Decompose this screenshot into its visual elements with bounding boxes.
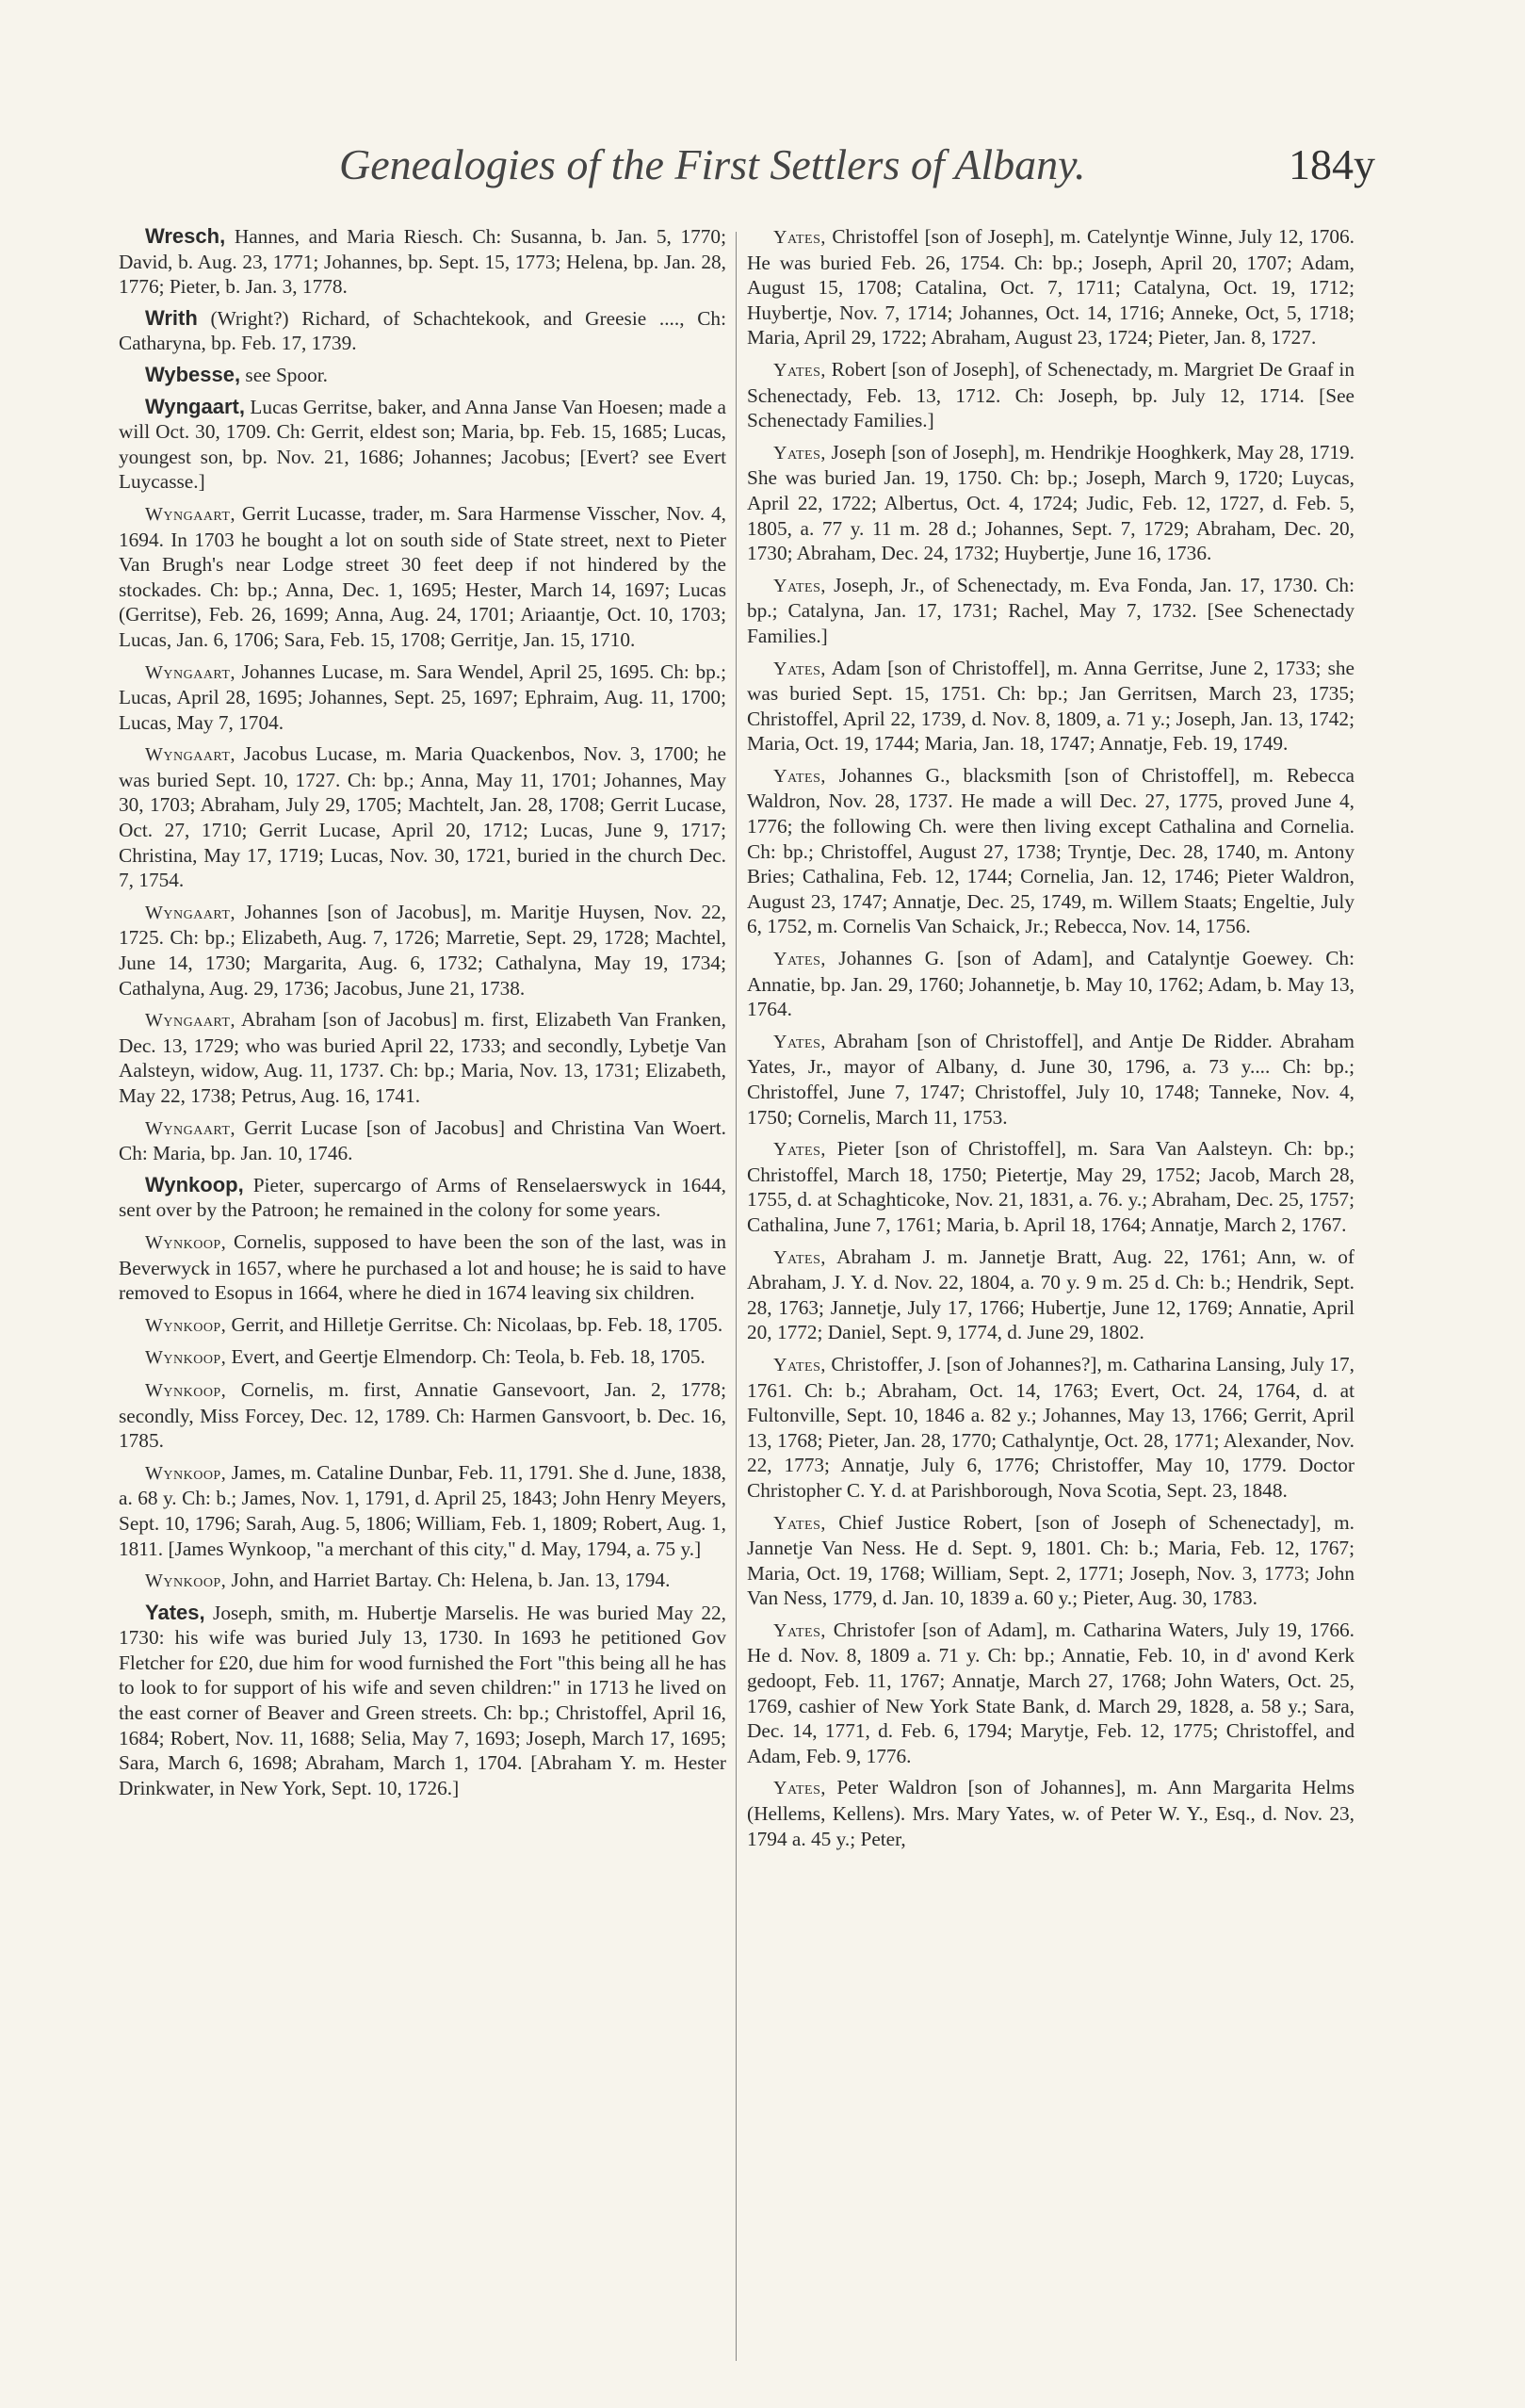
entry-text: Cornelis, supposed to have been the son of the last, was in Beverwyck in 1657, where he purchased a lot and house; he is said to have removed to Esopus in 1664, where he died in 1674 leaving six children.	[119, 1229, 726, 1305]
entry-surname: Yates,	[773, 765, 826, 787]
page-header	[339, 139, 1375, 189]
entry-surname: Wyngaart,	[145, 1117, 235, 1139]
entry-surname: Yates,	[773, 1031, 826, 1052]
genealogy-entry	[747, 1352, 1355, 1504]
genealogy-entry	[747, 1245, 1355, 1345]
entry-surname: Wynkoop,	[145, 1570, 227, 1592]
entry-text: Peter Waldron [son of Johannes], m. Ann Margarita Helms (Hellems, Kellens). Mrs. Mary Yates, w. of Peter W. Y., Esq., d. Nov. 23, 1794 a. 45 y.; Peter,	[747, 1776, 1355, 1850]
genealogy-entry	[119, 741, 726, 893]
entry-surname: Yates,	[773, 575, 826, 596]
entry-text: Hannes, and Maria Riesch. Ch: Susanna, b. Jan. 5, 1770; David, b. Aug. 23, 1771; Johannes, bp. Sept. 15, 1773; Helena, bp. Jan. 28, 1776; Pieter, b. Jan. 3, 1778.	[119, 225, 726, 299]
genealogy-entry	[119, 900, 726, 1001]
column-divider	[736, 232, 737, 2361]
entry-surname: Wyngaart,	[145, 902, 235, 923]
entry-surname: Wynkoop,	[145, 1172, 244, 1196]
running-title: Genealogies of the First Settlers of Albany.	[339, 140, 1086, 188]
genealogy-entry	[119, 1377, 726, 1454]
entry-surname: Wyngaart,	[145, 394, 245, 418]
genealogy-entry	[119, 224, 726, 300]
entry-surname: Yates,	[773, 658, 826, 679]
entry-surname: Wynkoop,	[145, 1314, 227, 1336]
genealogy-entry	[119, 1344, 726, 1371]
entry-surname: Wyngaart,	[145, 744, 235, 766]
entry-text: Johannes G. [son of Adam], and Catalyntje Goewey. Ch: Annatie, bp. Jan. 29, 1760; Johannetje, b. May 10, 1762; Adam, b. May 13, 1764.	[747, 947, 1355, 1021]
genealogy-entry	[747, 1510, 1355, 1611]
right-column	[747, 224, 1355, 1858]
genealogy-entry	[119, 1601, 726, 1801]
entry-surname: Yates,	[773, 1512, 826, 1534]
genealogy-entry	[119, 1568, 726, 1594]
entry-surname: Wynkoop,	[145, 1379, 227, 1401]
entry-text: Johannes [son of Jacobus], m. Maritje Huysen, Nov. 22, 1725. Ch: bp.; Elizabeth, Aug. 7, 1726; Marretie, Sept. 29, 1728; Machtel, June 14, 1730; Margarita, Aug. 6, 1732; Cathalyna, May 19, 1734; Cathalyna, Aug. 29, 1736; Jacobus, June 21, 1738.	[119, 900, 726, 1000]
genealogy-entry	[747, 1029, 1355, 1130]
genealogy-entry	[119, 1115, 726, 1166]
entry-text: Joseph, smith, m. Hubertje Marselis. He was buried May 22, 1730: his wife was buried July 13, 1730. In 1693 he petitioned Gov Fletcher for £20, due him for wood furnished the Fort "this being all he has to look to for support of his wife and seven children:" in 1713 he lived on the east corner of Beaver and Green streets. Ch: bp.; Christoffel, April 16, 1684; Robert, Nov. 11, 1688; Selia, May 7, 1693; Joseph, March 17, 1695; Sara, March 6, 1698; Abraham, March 1, 1704. [Abraham Y. m. Hester Drinkwater, in New York, Sept. 10, 1726.]	[119, 1601, 726, 1799]
entry-surname: Wresch,	[145, 224, 226, 248]
entry-text: Evert, and Geertje Elmendorp. Ch: Teola, b. Feb. 18, 1705.	[226, 1345, 706, 1369]
entry-surname: Yates,	[773, 1619, 826, 1641]
entry-text: John, and Harriet Bartay. Ch: Helena, b. Jan. 13, 1794.	[226, 1569, 671, 1592]
genealogy-entry	[119, 1312, 726, 1339]
entry-text: Gerrit, and Hilletje Gerritse. Ch: Nicolaas, bp. Feb. 18, 1705.	[226, 1312, 723, 1336]
entry-surname: Wyngaart,	[145, 1010, 235, 1032]
entry-text: Gerrit Lucase [son of Jacobus] and Christina Van Woert. Ch: Maria, bp. Jan. 10, 1746.	[119, 1115, 726, 1165]
genealogy-entry	[747, 656, 1355, 757]
entry-surname: Yates,	[773, 1139, 826, 1161]
genealogy-entry	[747, 357, 1355, 433]
entry-surname: Yates,	[773, 1246, 826, 1268]
entry-text: Cornelis, m. first, Annatie Gansevoort, Jan. 2, 1778; secondly, Miss Forcey, Dec. 12, 1789. Ch: Harmen Gansvoort, b. Dec. 16, 1785.	[119, 1377, 726, 1453]
entry-surname: Yates,	[145, 1600, 205, 1624]
entry-text: Christoffel [son of Joseph], m. Catelyntje Winne, July 12, 1706. He was buried Feb. 26, 1754. Ch: bp.; Joseph, April 20, 1707; Adam, August 15, 1708; Catalina, Oct. 7, 1711; Catalyna, Oct. 19, 1712; Huybertje, Nov. 7, 1714; Johannes, Oct. 14, 1716; Anneke, Oct, 5, 1718; Maria, April 29, 1722; Abraham, August 23, 1724; Pieter, Jan. 8, 1727.	[747, 225, 1355, 350]
entry-text: James, m. Cataline Dunbar, Feb. 11, 1791. She d. June, 1838, a. 68 y. Ch: b.; James, Nov. 1, 1791, d. April 25, 1843; John Henry Meyers, Sept. 10, 1796; Sarah, Aug. 5, 1806; William, Feb. 1, 1809; Robert, Aug. 1, 1811. [James Wynkoop, "a merchant of this city," d. May, 1794, a. 75 y.]	[119, 1460, 726, 1560]
genealogy-entry	[119, 1173, 726, 1223]
genealogy-entry	[119, 501, 726, 653]
entry-surname: Yates,	[773, 359, 826, 381]
entry-text: Christoffer, J. [son of Johannes?], m. Catharina Lansing, July 17, 1761. Ch: b.; Abraham, Oct. 14, 1763; Evert, Oct. 24, 1764, d. at Fultonville, Sept. 10, 1846 a. 82 y.; Johannes, May 13, 1766; Gerrit, April 13, 1768; Pieter, Jan. 28, 1770; Cathalyntje, Oct. 28, 1771; Alexander, Nov. 22, 1773; Annatje, July 6, 1776; Christoffer, May 10, 1779. Doctor Christopher C. Y. d. at Parishborough, Nova Scotia, Sept. 23, 1848.	[747, 1352, 1355, 1502]
entry-surname: Wynkoop,	[145, 1462, 227, 1484]
genealogy-entry	[119, 1007, 726, 1108]
entry-surname: Writh	[145, 305, 198, 330]
entry-surname: Yates,	[773, 442, 826, 464]
entry-surname: Wyngaart,	[145, 503, 235, 525]
genealogy-entry	[119, 306, 726, 356]
entry-text: Joseph, Jr., of Schenectady, m. Eva Fonda, Jan. 17, 1730. Ch: bp.; Catalyna, Jan. 17, 1731; Rachel, May 7, 1732. [See Schenectady Families.]	[747, 573, 1355, 647]
entry-text: Johannes G., blacksmith [son of Christoffel], m. Rebecca Waldron, Nov. 28, 1737. He made a will Dec. 27, 1775, proved June 4, 1776; the following Ch. were then living except Cathalina and Cornelia. Ch: bp.; Christoffel, August 27, 1738; Tryntje, Dec. 28, 1740, m. Antony Bries; Cathalina, Feb. 12, 1744; Cornelia, Jan. 12, 1746; Pieter Waldron, August 23, 1747; Annatje, Dec. 25, 1749, m. Willem Staats; Engeltie, July 6, 1752, m. Cornelis Van Schaick, Jr.; Rebecca, Nov. 14, 1756.	[747, 763, 1355, 938]
entry-text: Joseph [son of Joseph], m. Hendrikje Hooghkerk, May 28, 1719. She was buried Jan. 19, 1750. Ch: bp.; Joseph, March 9, 1720; Luycas, April 22, 1722; Albertus, Oct. 4, 1724; Judic, Feb. 12, 1727, d. Feb. 5, 1805, a. 77 y. 11 m. 28 d.; Johannes, Sept. 7, 1729; Abraham, Dec. 20, 1730; Abraham, Dec. 24, 1732; Huybertje, June 16, 1736.	[747, 440, 1355, 565]
entry-text: Abraham [son of Christoffel], and Antje De Ridder. Abraham Yates, Jr., mayor of Albany, d. June 30, 1796, a. 73 y.... Ch: bp.; Christoffel, June 7, 1747; Christoffel, July 10, 1748; Tanneke, Nov. 4, 1750; Cornelis, March 11, 1753.	[747, 1029, 1355, 1129]
genealogy-entry	[119, 395, 726, 495]
entry-text: Lucas Gerritse, baker, and Anna Janse Van Hoesen; made a will Oct. 30, 1709. Ch: Gerrit, eldest son; Maria, bp. Feb. 15, 1685; Lucas, youngest son, bp. Nov. 21, 1686; Johannes; Jacobus; [Evert? see Evert Luycasse.]	[119, 395, 726, 494]
entry-text: Pieter, supercargo of Arms of Renselaerswyck in 1644, sent over by the Patroon; he remained in the colony for some years.	[119, 1173, 726, 1222]
page-number: 184y	[1289, 140, 1375, 188]
entry-text: see Spoor.	[240, 363, 328, 386]
entry-text: Pieter [son of Christoffel], m. Sara Van Aalsteyn. Ch: bp.; Christoffel, March 18, 1750; Pietertje, May 29, 1752; Jacob, March 28, 1755, d. at Schaghticoke, Nov. 21, 1831, a. 76. y.; Abraham, Dec. 25, 1757; Cathalina, June 7, 1761; Maria, b. April 18, 1764; Annatje, March 2, 1767.	[747, 1137, 1355, 1236]
entry-text: Jacobus Lucase, m. Maria Quackenbos, Nov. 3, 1700; he was buried Sept. 10, 1727. Ch: bp.; Anna, May 11, 1701; Johannes, May 30, 1703; Abraham, July 29, 1705; Machtelt, Jan. 28, 1708; Gerrit Lucase, Oct. 27, 1710; Gerrit Lucase, April 20, 1712; Lucas, June 9, 1717; Christina, May 17, 1719; Lucas, Nov. 30, 1721, buried in the church Dec. 7, 1754.	[119, 742, 726, 892]
entry-surname: Wynkoop,	[145, 1231, 227, 1253]
entry-surname: Yates,	[773, 1778, 826, 1799]
entry-surname: Yates,	[773, 1354, 826, 1375]
entry-text: Christofer [son of Adam], m. Catharina Waters, July 19, 1766. He d. Nov. 8, 1809 a. 71 y. Ch: bp.; Annatie, Feb. 10, in d' avond Kerk gedoopt, Feb. 11, 1767; Annatje, March 27, 1768; John Waters, Oct. 25, 1769, cashier of New York State Bank, d. March 29, 1828, a. 58 y.; Sara, Dec. 14, 1771, d. Feb. 6, 1794; Marytje, Feb. 12, 1775; Christoffel, and Adam, Feb. 9, 1776.	[747, 1618, 1355, 1767]
entry-surname: Wybesse,	[145, 362, 241, 386]
entry-surname: Wyngaart,	[145, 661, 235, 683]
left-column	[119, 224, 726, 1807]
entry-text: (Wright?) Richard, of Schachtekook, and Greesie ...., Ch: Catharyna, bp. Feb. 17, 1739.	[119, 306, 726, 355]
entry-surname: Yates,	[773, 949, 826, 970]
entry-text: Adam [son of Christoffel], m. Anna Gerritse, June 2, 1733; she was buried Sept. 15, 1751. Ch: bp.; Jan Gerritsen, March 23, 1735; Christoffel, April 22, 1739, d. Nov. 8, 1809, a. 71 y.; Joseph, Jan. 13, 1742; Maria, Oct. 19, 1744; Maria, Jan. 18, 1747; Annatje, Feb. 19, 1749.	[747, 656, 1355, 756]
entry-text: Abraham [son of Jacobus] m. first, Elizabeth Van Franken, Dec. 13, 1729; who was buried April 22, 1733; and secondly, Lybetje Van Aalsteyn, widow, Aug. 11, 1737. Ch: bp.; Maria, Nov. 13, 1731; Elizabeth, May 22, 1738; Petrus, Aug. 16, 1741.	[119, 1008, 726, 1107]
genealogy-entry	[119, 363, 726, 388]
genealogy-entry	[119, 1229, 726, 1306]
entry-text: Abraham J. m. Jannetje Bratt, Aug. 22, 1761; Ann, w. of Abraham, J. Y. d. Nov. 22, 1804, a. 70 y. 9 m. 25 d. Ch: b.; Hendrik, Sept. 28, 1763; Jannetje, July 17, 1766; Hubertje, June 12, 1769; Annatie, April 20, 1772; Daniel, Sept. 9, 1774, d. June 29, 1802.	[747, 1245, 1355, 1344]
entry-text: Robert [son of Joseph], of Schenectady, m. Margriet De Graaf in Schenectady, Feb. 13, 1712. Ch: Joseph, bp. July 12, 1714. [See Schenectady Families.]	[747, 357, 1355, 432]
entry-text: Chief Justice Robert, [son of Joseph of Schenectady], m. Jannetje Van Ness. He d. Sept. 9, 1801. Ch: b.; Maria, Feb. 12, 1767; Maria, Oct. 19, 1768; William, Sept. 2, 1771; Joseph, Nov. 3, 1773; John Van Ness, 1779, d. Jan. 10, 1839 a. 60 y.; Pieter, Aug. 30, 1783.	[747, 1510, 1355, 1610]
genealogy-entry	[747, 1136, 1355, 1237]
genealogy-entry	[119, 1460, 726, 1561]
genealogy-entry	[747, 1618, 1355, 1769]
genealogy-entry	[747, 763, 1355, 939]
genealogy-entry	[119, 659, 726, 736]
entry-surname: Wynkoop,	[145, 1347, 227, 1369]
entry-text: Johannes Lucase, m. Sara Wendel, April 25, 1695. Ch: bp.; Lucas, April 28, 1695; Johannes, Sept. 25, 1697; Ephraim, Aug. 11, 1700; Lucas, May 7, 1704.	[119, 659, 726, 734]
entry-text: Gerrit Lucasse, trader, m. Sara Harmense Visscher, Nov. 4, 1694. In 1703 he bought a lot on south side of State street, next to Pieter Van Brugh's near Lodge street 30 feet deep if not hindered by the stockades. Ch: bp.; Anna, Dec. 1, 1695; Hester, March 14, 1697; Lucas (Gerritse), Feb. 26, 1699; Anna, Aug. 24, 1701; Ariaantje, Oct. 10, 1703; Lucas, Jan. 6, 1706; Sara, Feb. 15, 1708; Gerritje, Jan. 15, 1710.	[119, 501, 726, 651]
entry-surname: Yates,	[773, 227, 826, 248]
genealogy-entry	[747, 440, 1355, 566]
genealogy-entry	[747, 946, 1355, 1022]
genealogy-entry	[747, 224, 1355, 350]
genealogy-entry	[747, 1775, 1355, 1851]
genealogy-entry	[747, 573, 1355, 649]
